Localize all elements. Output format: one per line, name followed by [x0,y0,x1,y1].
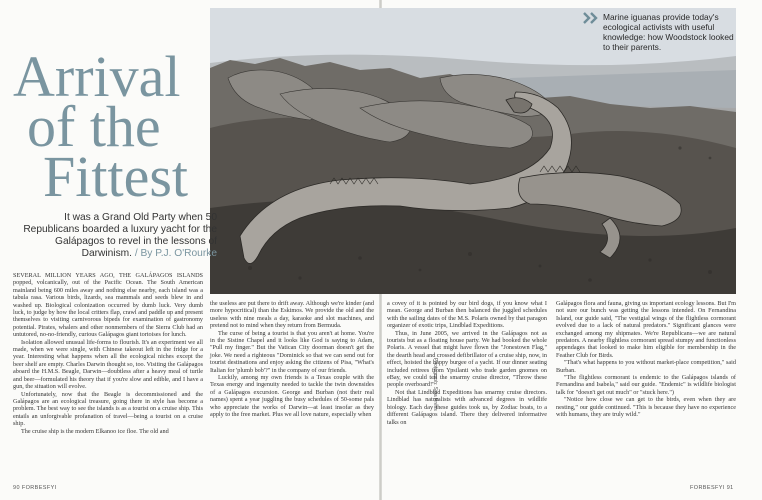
headline [13,44,213,209]
body-column-4 [556,300,736,419]
paragraph: Unfortunately, now that the Beagle is decommissioned and the Galápagos are an ecological treasure, going there in style has become a problem. The best way to see the islands is as a tourist on a cruise ship. This entails an unforgivable profanation of travel—being a tourist on a cruise ship. [13,390,203,428]
double-chevron-icon [583,12,599,24]
paragraph: "That's what happens to you without market-place competition," said Burban. [556,359,736,374]
byline: / By P.J. O'Rourke [134,248,217,259]
paragraph: Isolation allowed unusual life-forms to flourish. It's an experiment we all made, when we were single, with Chinese takeout left in the fridge for a year. Interesting what happens when all the ecological niches except the beer shelf are empty. Charles Darwin thought so, too. Visiting the Galápagos aboard the H.M.S. Beagle, Darwin—doubtless after a heavy meal of turtle and beer—formulated his theory that if you're slow and edible, and I have a gun, the situation will evolve. [13,338,203,391]
paragraph: The cruise ship is the modern Elkanoo ice floe. The old and [21,427,169,435]
folio-left: 90 FORBESFYI [13,485,57,491]
body-column-2 [210,300,374,419]
dek [17,212,217,260]
folio-right: FORBESFYI 91 [690,485,734,491]
headline-line-1: Arrival [13,44,181,109]
paragraph: "The flightless cormorant is endemic to the Galápagos islands of Fernandina and Isabela," said our guide. "Endemic" is wildlife biologist talk for "doesn't get out much" or "stuck here.") [556,374,736,396]
headline-line-2: of the [27,94,161,159]
paragraph: Luckily, among my own friends is a Texas couple with the Texas energy and ingenuity needed to tackle the twin downsides of a Galápagos excursion. George and Burban (not their real names) spent a year juggling the busy schedules of 50-some pals who appreciate the works of Darwin—at least insofar as they apply to the free market. Plus we all love nature, especially when [210,374,374,419]
dek-text: It was a Grand Old Party when 50 Republicans boarded a luxury yacht for the Galápagos to revel in the lessons of Darwinism. [23,212,217,259]
headline-line-3: Fittest [43,144,189,209]
body-column-3 [387,300,547,426]
photo-credit: Photograph: Sipa Press [432,358,438,411]
paragraph: Not that Lindblad Expeditions has smarmy cruise directors. Lindblad has naturalists with advanced degrees in wildlife biology. Each day these guides took us, by Zodiac boats, to a different Galápagos island. There they delivered informative talks on [387,388,547,426]
paragraph: "Notice how close we can get to the birds, even when they are nesting," our guide continued. "This is because they have no experience with humans, they are truly wild." [556,396,736,419]
paragraph: SEVERAL MILLION YEARS AGO, THE GALÁPAGOS ISLANDS popped, volcanically, out of the Pacific Ocean. The South American mainland being 600 miles away and nothing else nearby, each island was a tabula rasa. Various birds, lizards, sea mammals and seeds blew in and washed up. Biological colonization occurred by dumb luck. Very dumb luck, to judge by how the local critters flap, crawl and paddle up and present themselves to visiting carnivorous bipeds for examination of gastronomy potential. Pirates, whalers and other nonmembers of the Sierra Club had an untutored, no-no-friendly, curious Galápagos giant tortoises for lunch. [13,272,203,339]
paragraph: a covey of it is pointed by our bird dogs, if you know what I mean. George and Burban then balanced the juggled schedules with the sailing dates of the M.S. Polaris owned by that paragon organizer of exotic trips, Lindblad Expeditions. [387,300,547,330]
photo-caption: Marine iguanas provide today's ecological activists with useful knowledge: how Woodstock looked to their parents. [603,12,734,52]
paragraph: Galápagos flora and fauna, giving us important ecology lessons. But I'm not sure our bunch was getting the lessons intended. On Fernandina Island, our guide said, "The vestigial wings of the flightless cormorant evolved due to a lack of natural predators." Significant glances were exchanged among my shipmates. We're Republicans—we are natural predators. A nearby flightless cormorant spread stumpy and functionless appendages that looked to make him eligible for membership in the Feather Club for Birds. [556,300,736,359]
paragraph: the useless are put there to drift away. Although we're kinder (and more hypocritical) than the Eskimos. We provide the old and the useless with nine meals a day, karaoke and slot machines, and pretend not to mind when they return from Bermuda. [210,300,374,330]
paragraph: Thus, in June 2005, we arrived in the Galápagos not as tourists but as a floating house party. We had booked the whole Polaris. A vessel that might have flown the "Jonestown Flag," the dearth head and crossed defibrillator of a cruise ship, now, in effect, hoisted the happy burgee of a yacht. If our dinner seating included retirees from Ypsilanti who trade garden gnomes on eBay, we could tell the smarmy cruise director, "Throw these people overboard!" [387,329,547,389]
paragraph: The curse of being a tourist is that you aren't at home. You're in the Sistine Chapel and it looks like God is saying to Adam, "Pull my finger." But the Vatican City doorman doesn't get the joke. We need a righteous "Dominick so that we can send out for tourist destinations and enjoy asking the citizens of Pisa, "What's Italian for 'plumb bob'?" in the company of our friends. [210,329,374,374]
body-column-1 [13,272,203,435]
